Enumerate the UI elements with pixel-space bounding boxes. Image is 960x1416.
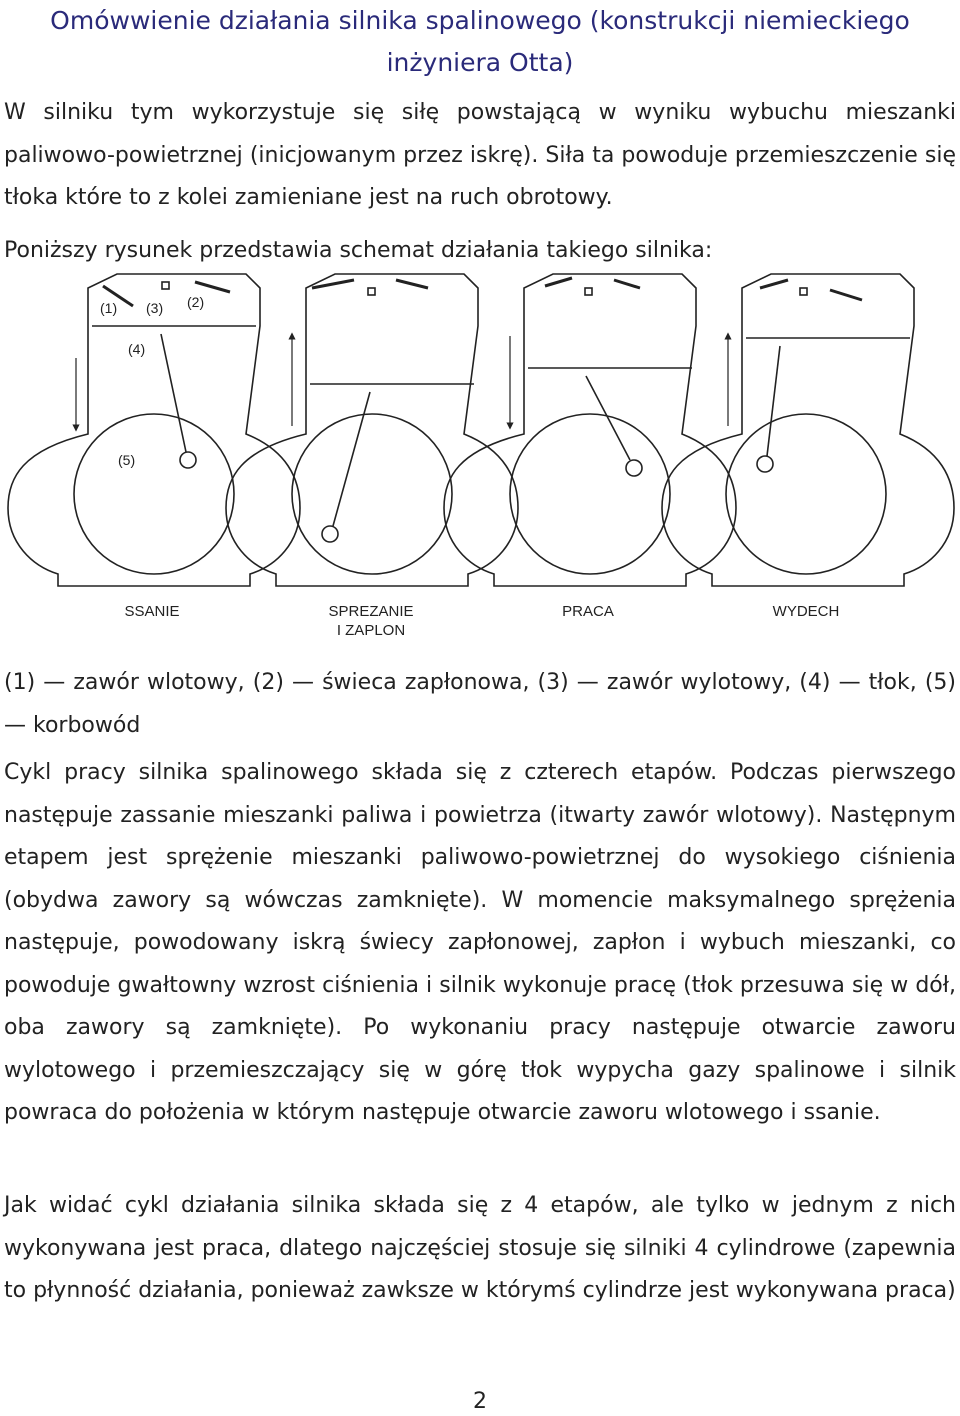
diagram-intro: Poniższy rysunek przedstawia schemat działania takiego silnika:: [4, 238, 713, 263]
intro-paragraph: W silniku tym wykorzystuje się siłę powstającą w wyniku wybuchu mieszanki paliwowo-powietrznej (inicjowanym przez iskrę). Siła ta powoduje przemieszczenie się tłoka które to z kolei zamieniane jest na ruch obrotowy.: [4, 100, 956, 210]
cylinder-power: [444, 274, 736, 586]
stage-intake: SSANIE: [124, 603, 180, 620]
cylinder-exhaust: [662, 274, 954, 586]
page-number: 2: [473, 1389, 487, 1414]
engine-cycle-diagram: [0, 268, 960, 648]
page-title: Omówwienie działania silnika spalinowego (konstrukcji niemieckiego inżyniera Otta): [50, 6, 910, 77]
label-spark-plug: (2): [187, 294, 205, 310]
stage-power: PRACA: [562, 603, 614, 620]
stage-ignition: I ZAPLON: [336, 622, 406, 639]
summary-paragraph: Jak widać cykl działania silnika składa się z 4 etapów, ale tylko w jednym z nich wykonywana jest praca, dlatego najczęściej stosuje się silniki 4 cylindrowe (zapewnia to płynność działania, ponieważ zawksze w którymś cylindrze jest wykonywana praca): [4, 1193, 956, 1303]
cylinder-compression: [226, 274, 518, 586]
cylinder-intake: [8, 274, 300, 586]
label-connecting-rod: (5): [118, 452, 136, 468]
label-outlet-valve: (3): [146, 300, 164, 316]
cycle-description: Cykl pracy silnika spalinowego składa się z czterech etapów. Podczas pierwszego następuje zassanie mieszanki paliwa i powietrza (itwarty zawór wlotowy). Następnym etapem jest sprężenie mieszanki paliwowo-powietrznej do wysokiego ciśnienia (obydwa zawory są wówczas zamknięte). W momencie maksymalnego sprężenia następuje, powodowany iskrą świecy zapłonowej, zapłon i wybuch mieszanki, co powoduje gwałtowny wzrost ciśnienia i silnik wykonuje pracę (tłok przesuwa się w dół, oba zawory są zamknięte). Po wykonaniu pracy następuje otwarcie zaworu wylotowego i przemieszczający się w górę tłok wypycha gazy spalinowe i silnik powraca do położenia w którym następuje otwarcie zaworu wlotowego i ssanie.: [4, 760, 956, 1125]
label-piston: (4): [128, 341, 146, 357]
stage-exhaust: WYDECH: [772, 603, 840, 620]
label-inlet-valve: (1): [100, 300, 118, 316]
diagram-legend: (1) — zawór wlotowy, (2) — świeca zapłonowa, (3) — zawór wylotowy, (4) — tłok, (5) — korbowód: [4, 670, 956, 738]
stage-compression: SPREZANIE: [328, 603, 414, 620]
